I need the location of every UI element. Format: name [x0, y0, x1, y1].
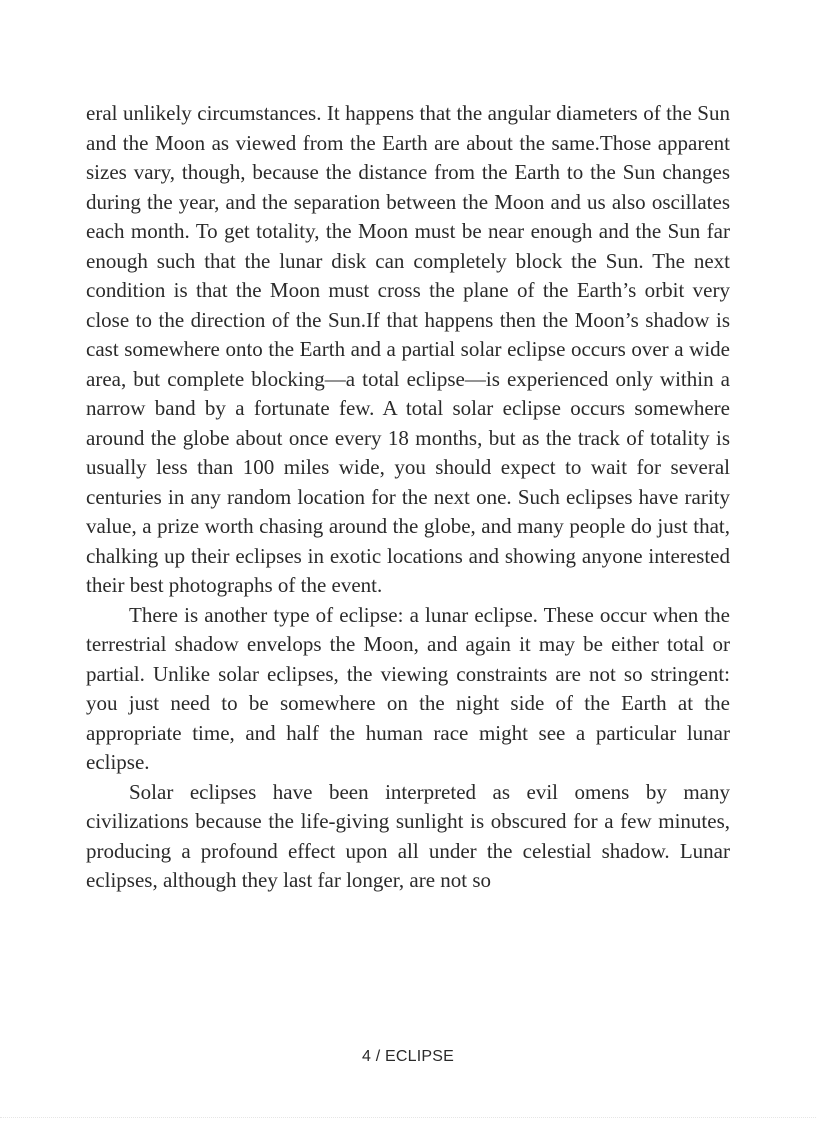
paragraph-continuation: eral unlikely circumstances. It happens that the angular diameters of the Sun and the Moon as viewed from the Earth are about the same.Those apparent sizes vary, though, because the distance from the Earth to the Sun changes during the year, and the separation between the Moon and us also oscillates each month. To get totality, the Moon must be near enough and the Sun far enough such that the lunar disk can completely block the Sun. The next condition is that the Moon must cross the plane of the Earth’s orbit very close to the direction of the Sun.If that happens then the Moon’s shadow is cast somewhere onto the Earth and a partial solar eclipse occurs over a wide area, but complete blocking—a total eclipse—is experienced only within a narrow band by a fortunate few. A total solar eclipse occurs somewhere around the globe about once every 18 months, but as the track of totality is usually less than 100 miles wide, you should expect to wait for several centuries in any random location for the next one. Such eclipses have rarity value, a prize worth chasing around the globe, and many people do just that, chalking up their eclipses in exotic locations and showing anyone interested their best photographs of the event.: [86, 101, 730, 597]
paragraph-evil-omens: Solar eclipses have been interpreted as evil omens by many civilizations because the life-giving sunlight is obscured for a few minutes, producing a profound effect upon all under the celestial shadow. Lunar eclipses, although they last far longer, are not so: [86, 779, 730, 892]
page-bottom-divider: [0, 1117, 816, 1118]
paragraph-lunar-eclipse: There is another type of eclipse: a lunar eclipse. These occur when the terrestrial shadow envelops the Moon, and again it may be either total or partial. Unlike solar eclipses, the viewing constraints are not so stringent: you just need to be somewhere on the night side of the Earth at the appropriate time, and half the human race might see a particular lunar eclipse.: [86, 602, 730, 774]
body-text: [86, 99, 730, 896]
page-folio: 4 / ECLIPSE: [361, 1048, 455, 1065]
